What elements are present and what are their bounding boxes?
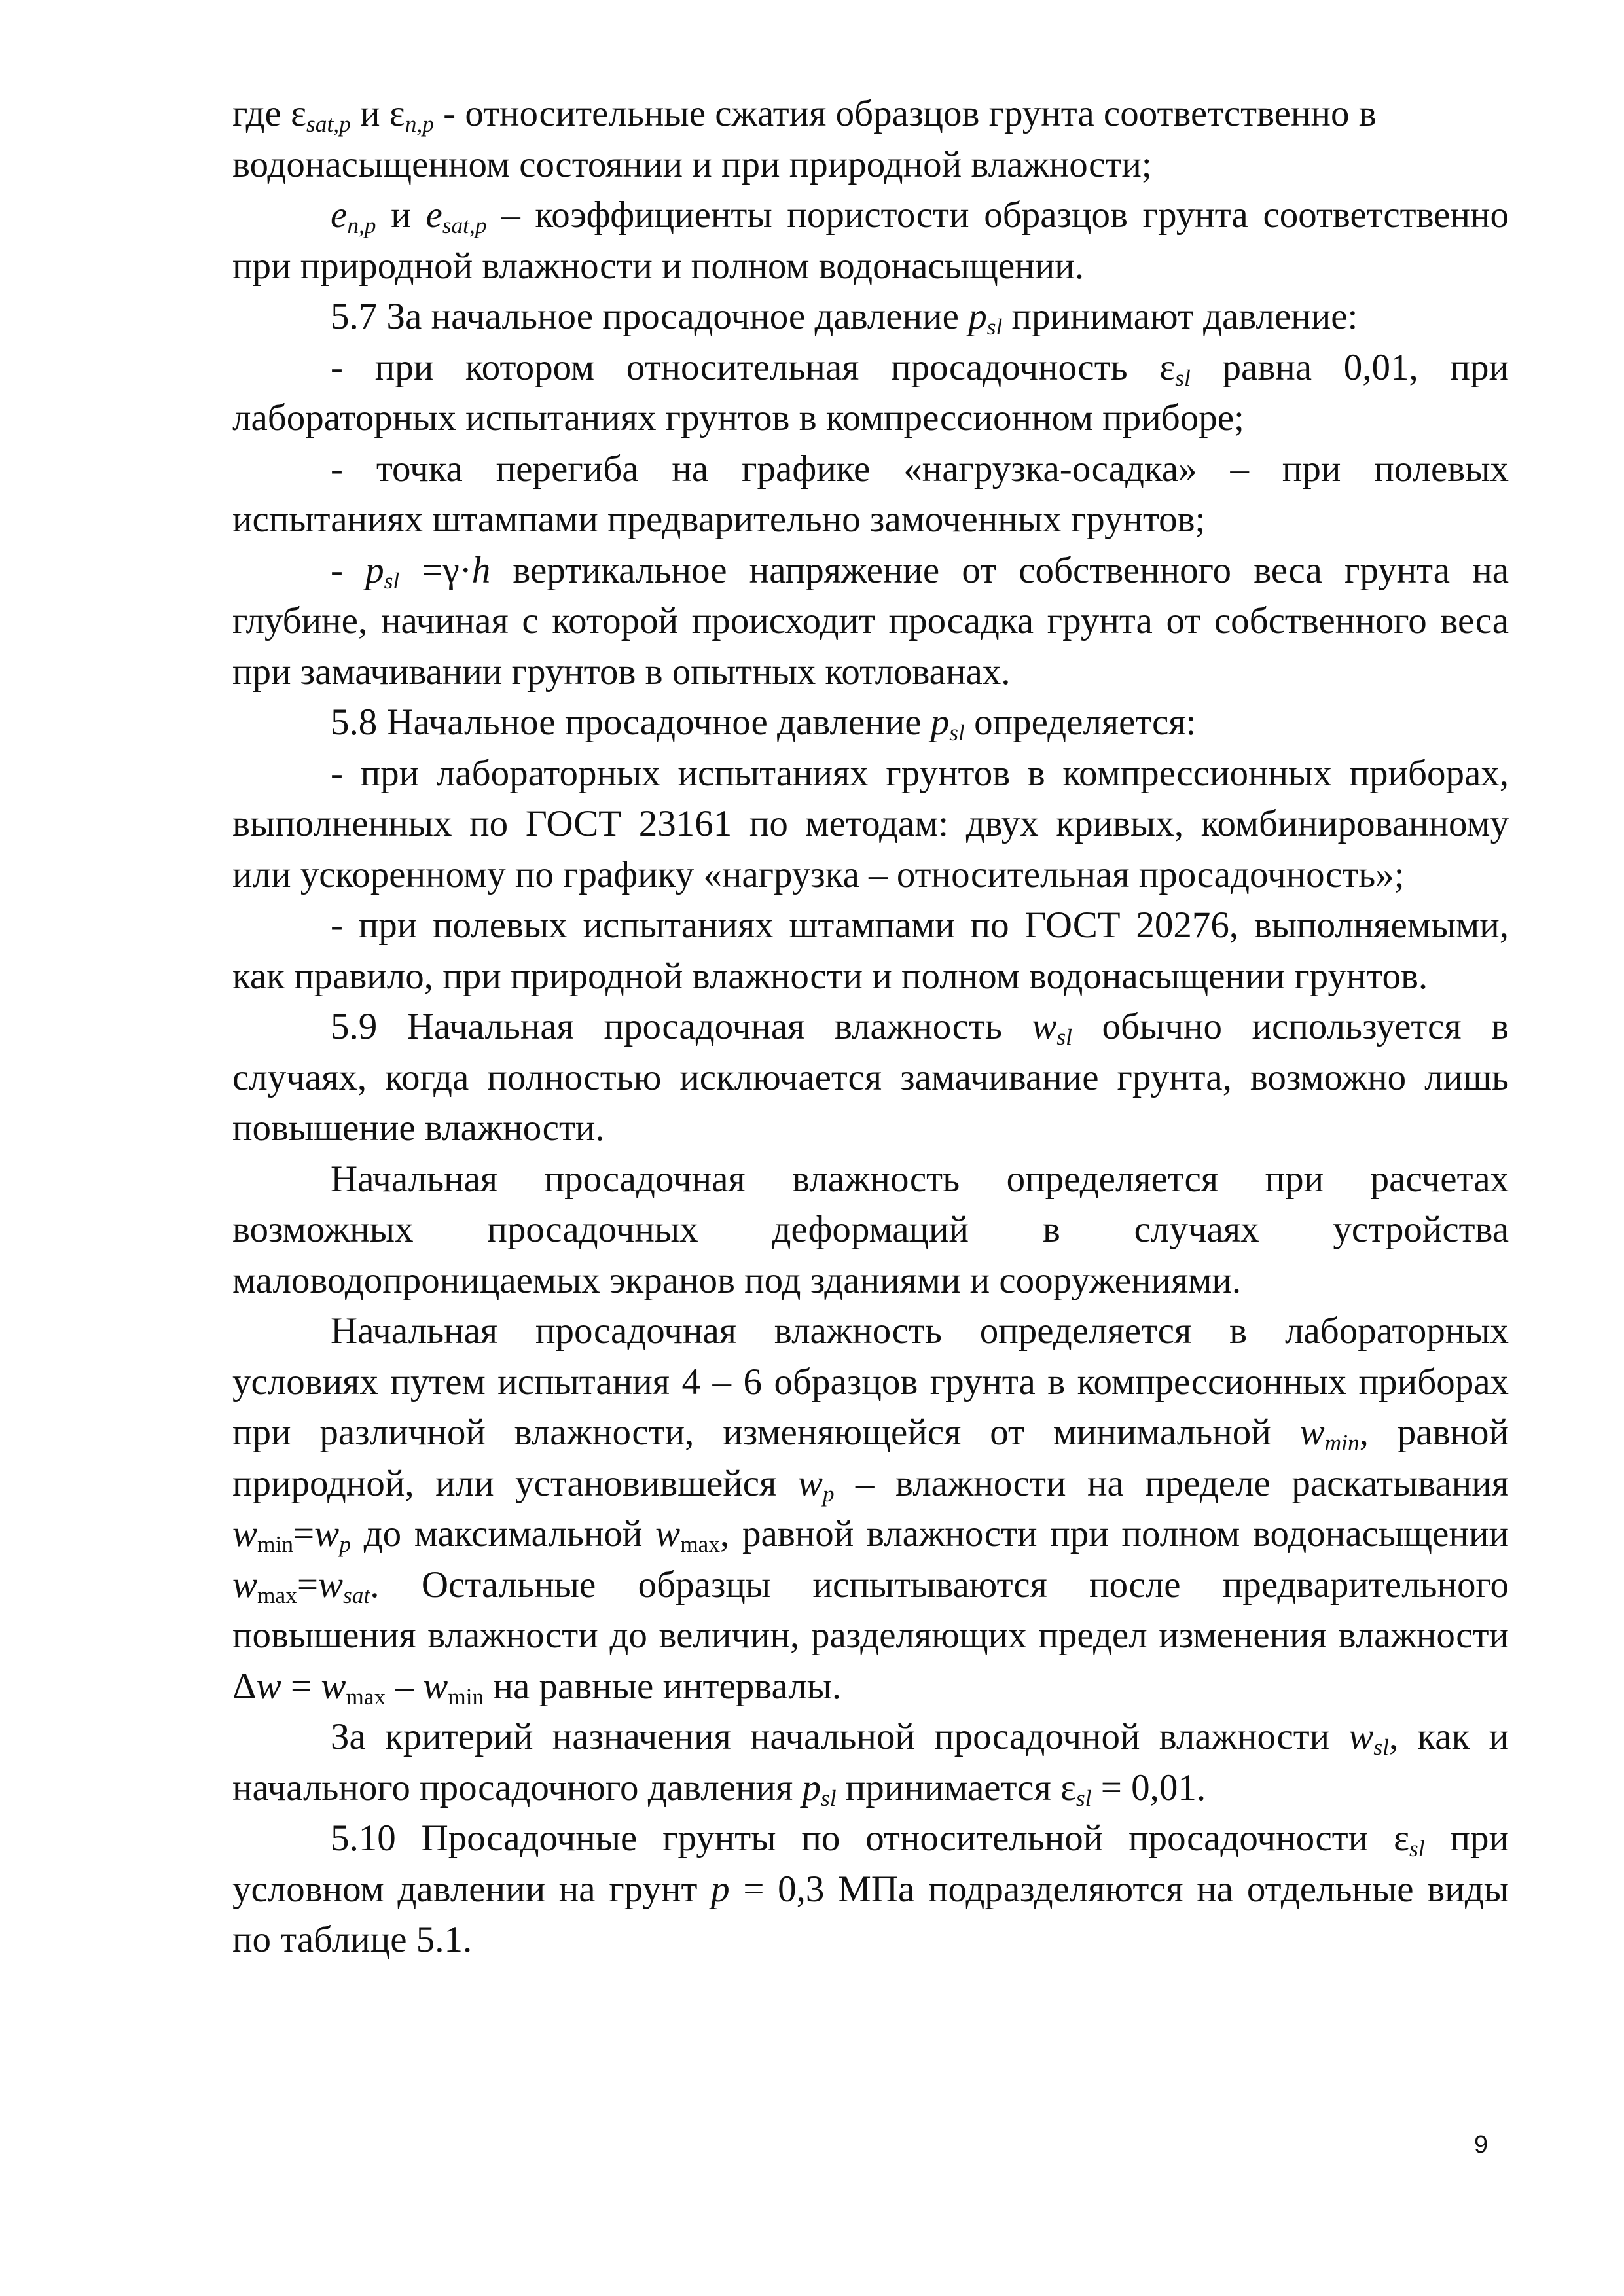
math-symbol: w (232, 1564, 258, 1605)
subscript: sl (1056, 1024, 1072, 1050)
subscript: min (257, 1532, 293, 1558)
paragraph-porosity-coefficients: $e_{n,p}$ и $e_{sat,p}$ – коэффициенты пористости образцов грунта соответственно при природной влажности и полном водонасыщении. (232, 194, 1509, 287)
math-symbol: w (655, 1513, 681, 1554)
subscript: sl (986, 314, 1003, 340)
subscript: sl (949, 720, 965, 746)
subscript: sat,p (306, 111, 351, 137)
math-symbol: p (968, 296, 987, 337)
subscript: max (346, 1683, 386, 1710)
math-symbol: p (711, 1868, 730, 1910)
math-symbol: w (256, 1665, 281, 1707)
math-symbol: w (797, 1462, 823, 1504)
paragraph-lab-determination: Начальная просадочная влажность определяется в лабораторных условиях путем испытания 4 – 6 образцов грунта в компрессионных приборах при различной влажности, изменяющейся от минимальной $w_{min}$, равной природной, или установившейся $w_p$ – влажности на пределе раскатывания $w_{min}=w_p$ до максимальной $w_{max}$, равной влажности при полном водонасыщении $w_{max}=w_{sat}$. Остальные образцы испытываются после предварительного повышения влажности до величин, разделяющих предел изменения влажности $\Delta w = w_{max} - w_{min}$ на равные интервалы. (232, 1310, 1509, 1710)
subscript: sl (1373, 1734, 1389, 1761)
math-symbol: w (1348, 1716, 1374, 1757)
subscript: sat,p (442, 213, 487, 239)
subscript: sl (1409, 1836, 1425, 1862)
paragraph-criterion: За критерий назначения начальной просадочной влажности $w_{sl}$, как и начального просадочного давления $p_{sl}$ принимается $\varepsilon_{sl} = 0,01$. (232, 1716, 1509, 1811)
subscript: sl (1175, 365, 1191, 391)
subscript: sat (343, 1582, 370, 1608)
subscript: n,p (347, 213, 376, 239)
math-symbol: e (425, 194, 442, 236)
math-symbol: p (365, 549, 384, 591)
paragraph-5-9: 5.9 Начальная просадочная влажность $w_{sl}$ обычно используется в случаях, когда полностью исключается замачивание грунта, возможно лишь повышение влажности. (232, 1006, 1509, 1149)
paragraph-5-10: 5.10 Просадочные грунты по относительной просадочности $\varepsilon_{sl}$ при условном давлении на грунт p = 0,3 МПа подразделяются на отдельные виды по таблице 5.1. (232, 1818, 1509, 1960)
math-symbol: p (930, 702, 950, 743)
math-symbol: w (232, 1513, 258, 1554)
list-item-compression-devices: - при лабораторных испытаниях грунтов в компрессионных приборах, выполненных по ГОСТ 23161 по методам: двух кривых, комбинированному или ускоренному по графику «нагрузка – относительная просадочность»; (232, 752, 1509, 895)
subscript: sl (384, 567, 400, 594)
math-symbol: h (471, 549, 491, 591)
paragraph-epsilon-definition: где $\varepsilon_{sat,p}$ и $\varepsilon_{n,p}$ - относительные сжатия образцов грунта соответственно в водонасыщенном состоянии и при природной влажности; (232, 93, 1377, 185)
page-number: 9 (1474, 2131, 1489, 2159)
list-item-bend-point: - точка перегиба на графике «нагрузка-осадка» – при полевых испытаниях штампами предварительно замоченных грунтов; (232, 448, 1509, 540)
body-text (232, 88, 1509, 1965)
list-item-lab-tests: - при котором относительная просадочность $\varepsilon_{sl}$ равна 0,01, при лабораторных испытаниях грунтов в компрессионном приборе; (232, 346, 1509, 439)
list-item-field-tests: - при полевых испытаниях штампами по ГОСТ 20276, выполняемыми, как правило, при природной влажности и полном водонасыщении грунтов. (232, 905, 1509, 997)
paragraph-screens: Начальная просадочная влажность определяется при расчетах возможных просадочных деформаций в случаях устройства маловодопроницаемых экранов под зданиями и сооружениями. (232, 1158, 1509, 1301)
subscript: p (339, 1532, 351, 1558)
subscript: max (257, 1582, 297, 1608)
subscript: n,p (405, 111, 434, 137)
math-symbol: w (318, 1564, 344, 1605)
paragraph-5-8: 5.8 Начальное просадочное давление $p_{sl}$ определяется: (331, 702, 1197, 746)
math-symbol: e (331, 194, 348, 236)
subscript: p (822, 1480, 835, 1507)
subscript: sl (820, 1785, 837, 1811)
paragraph-5-7: 5.7 За начальное просадочное давление $p_{sl}$ принимают давление: (331, 296, 1358, 340)
subscript: min (1324, 1430, 1360, 1456)
subscript: sl (1075, 1785, 1092, 1811)
subscript: max (680, 1532, 721, 1558)
math-symbol: w (1032, 1006, 1057, 1047)
list-item-vertical-stress: - $p_{sl} =\gamma\cdot h$ вертикальное напряжение от собственного веса грунта на глубине, начиная с которой происходит просадка грунта от собственного веса при замачивании грунтов в опытных котлованах. (232, 549, 1509, 692)
math-symbol: w (423, 1665, 448, 1707)
subscript: min (448, 1683, 484, 1710)
math-symbol: p (802, 1767, 821, 1808)
math-symbol: w (314, 1513, 340, 1554)
math-symbol: w (321, 1665, 346, 1707)
math-symbol: w (1299, 1412, 1325, 1453)
